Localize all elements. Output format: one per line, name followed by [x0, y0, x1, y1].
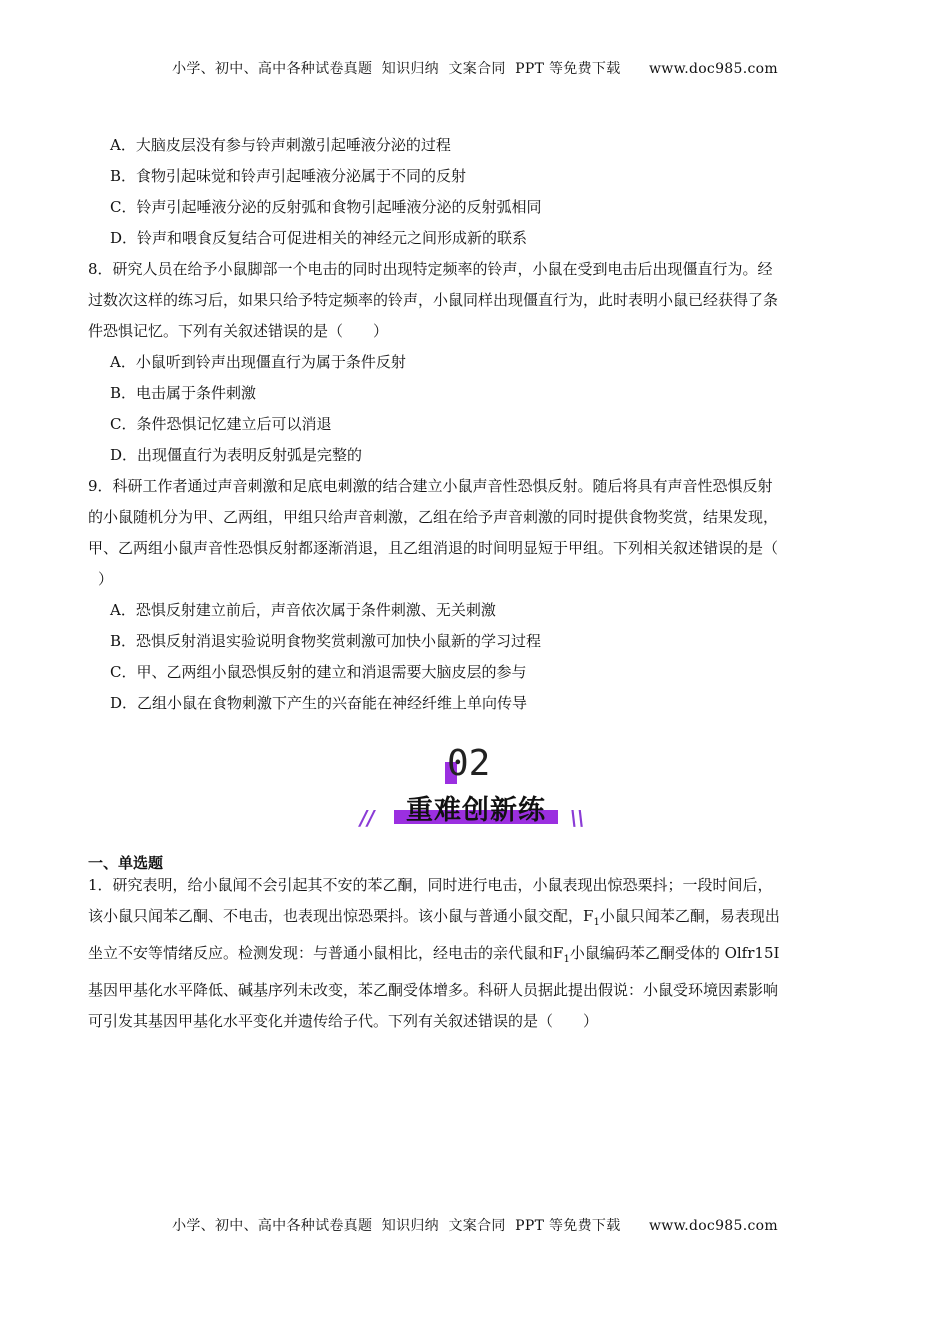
- q1-stem-line: 可引发其基因甲基化水平变化并遗传给子代。下列有关叙述错误的是（ ）: [88, 1012, 599, 1030]
- section-banner: [350, 742, 600, 838]
- q1-line2-sub: 1: [593, 917, 600, 928]
- q9-option-a: A．恐惧反射建立前后，声音依次属于条件刺激、无关刺激: [110, 601, 496, 619]
- banner-number-block: [445, 742, 505, 786]
- q8-option-c: C．条件恐惧记忆建立后可以消退: [110, 415, 332, 433]
- q8-option-d: D．出现僵直行为表明反射弧是完整的: [110, 446, 363, 464]
- q9-stem-line: 甲、乙两组小鼠声音性恐惧反射都逐渐消退，且乙组消退的时间明显短于甲组。下列相关叙述错误的是（: [88, 539, 779, 557]
- q8-stem: [88, 254, 868, 347]
- q9-stem-line: 9．科研工作者通过声音刺激和足底电刺激的结合建立小鼠声音性恐惧反射。随后将具有声音性恐惧反射: [88, 477, 773, 495]
- q7-option-c: C．铃声引起唾液分泌的反射弧和食物引起唾液分泌的反射弧相同: [110, 198, 542, 216]
- q1-line3-end: 小鼠编码苯乙酮受体的 Olfr15I: [569, 944, 780, 962]
- q8-stem-line: 8．研究人员在给予小鼠脚部一个电击的同时出现特定频率的铃声，小鼠在受到电击后出现僵直行为。经: [88, 260, 773, 278]
- q9-stem: [88, 471, 868, 595]
- q9-option-b: B．恐惧反射消退实验说明食物奖赏刺激可加快小鼠新的学习过程: [110, 632, 542, 650]
- banner-slash-right: \\: [570, 806, 585, 830]
- q1-line3-f: F: [553, 944, 564, 962]
- banner-title: 重难创新练: [406, 795, 546, 826]
- banner-title-block: [390, 786, 562, 830]
- question-block-lower: [88, 870, 860, 1037]
- q1-line2-f: F: [583, 907, 594, 925]
- page-footer: 小学、初中、高中各种试卷真题 知识归纳 文案合同 PPT 等免费下载 www.doc985.com: [172, 1218, 778, 1234]
- q1-stem-line: [88, 901, 860, 938]
- q1-line2-end: 小鼠只闻苯乙酮，易表现出: [599, 907, 780, 925]
- q7-option-b: B．食物引起味觉和铃声引起唾液分泌属于不同的反射: [110, 167, 467, 185]
- q7-option-a: A．大脑皮层没有参与铃声刺激引起唾液分泌的过程: [110, 136, 451, 154]
- q1-stem-line: 基因甲基化水平降低、碱基序列未改变，苯乙酮受体增多。科研人员据此提出假说：小鼠受环境因素影响: [88, 981, 779, 999]
- page-header: 小学、初中、高中各种试卷真题 知识归纳 文案合同 PPT 等免费下载 www.doc985.com: [172, 61, 778, 77]
- q8-option-b: B．电击属于条件刺激: [110, 384, 257, 402]
- q9-stem-line: ）: [98, 570, 114, 588]
- q1-stem: [88, 870, 860, 1037]
- q1-line2-text: 该小鼠只闻苯乙酮、不电击，也表现出惊恐栗抖。该小鼠与普通小鼠交配，: [88, 907, 584, 925]
- q1-line3-sub: 1: [563, 954, 570, 965]
- q8-option-a: A．小鼠听到铃声出现僵直行为属于条件反射: [110, 353, 406, 371]
- q8-stem-line: 过数次这样的练习后，如果只给予特定频率的铃声，小鼠同样出现僵直行为，此时表明小鼠已经获得了条: [88, 291, 779, 309]
- q9-stem-line: 的小鼠随机分为甲、乙两组，甲组只给声音刺激，乙组在给予声音刺激的同时提供食物奖赏，结果发现，: [88, 508, 779, 526]
- q1-stem-line: [88, 938, 860, 975]
- banner-number: 02: [447, 743, 491, 784]
- q9-option-d: D．乙组小鼠在食物刺激下产生的兴奋能在神经纤维上单向传导: [110, 694, 528, 712]
- question-block-upper: [88, 130, 868, 719]
- banner-slash-left: //: [360, 806, 375, 830]
- section-title: 一、单选题: [88, 854, 164, 872]
- q1-stem-line: 1．研究表明，给小鼠闻不会引起其不安的苯乙酮，同时进行电击，小鼠表现出惊恐栗抖；一段时间后，: [88, 876, 773, 894]
- q8-stem-line: 件恐惧记忆。下列有关叙述错误的是（ ）: [88, 322, 389, 340]
- q1-line3-text: 坐立不安等情绪反应。检测发现：与普通小鼠相比，经电击的亲代鼠和: [88, 944, 554, 962]
- q9-option-c: C．甲、乙两组小鼠恐惧反射的建立和消退需要大脑皮层的参与: [110, 663, 527, 681]
- q7-option-d: D．铃声和喂食反复结合可促进相关的神经元之间形成新的联系: [110, 229, 528, 247]
